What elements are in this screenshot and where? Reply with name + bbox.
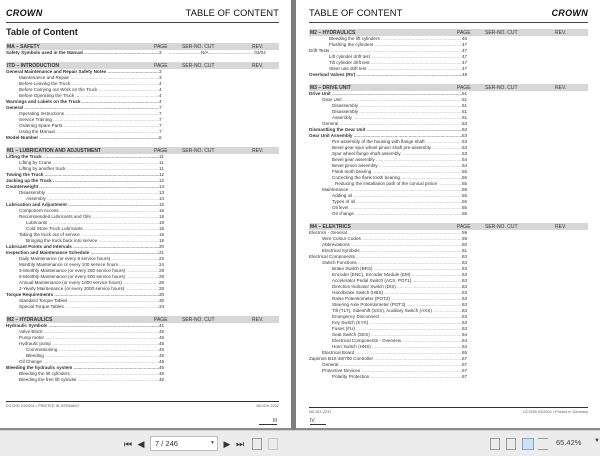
entry-title[interactable]: Cold Store Truck Lubricants .....	[6, 226, 159, 232]
entry-title[interactable]: Bleeding .....	[6, 353, 159, 359]
section-header	[6, 62, 279, 69]
header-rule	[309, 22, 588, 23]
entry-page[interactable]: 53	[462, 151, 472, 157]
col-ser-label: SER-NO. CUT	[182, 147, 215, 154]
last-page-button[interactable]	[234, 437, 246, 451]
col-ser-label: SER-NO. CUT	[485, 29, 518, 36]
last-page-icon: ⏭	[235, 439, 245, 449]
entry-title[interactable]: Lubricants .....	[6, 220, 159, 226]
toc-section	[309, 223, 588, 380]
col-ser-label: SER-NO. CUT	[485, 84, 518, 91]
entry-page[interactable]: 11	[159, 154, 169, 160]
entry-title[interactable]: Daily Maintenance (or every 8 service hours) .....	[6, 256, 159, 262]
entry-title[interactable]: Protective Devices .....	[309, 368, 462, 374]
entry-title[interactable]: Hydraulic pump .....	[6, 341, 159, 347]
page-number-field[interactable]: 7 / 246 ▼	[150, 436, 218, 451]
entry-page[interactable]: 55	[462, 205, 472, 211]
entry-title[interactable]: Seat Switch (SES) .....	[309, 332, 462, 338]
entry-page[interactable]: 4	[159, 99, 169, 105]
entry-page[interactable]: 47	[462, 60, 472, 66]
entry-title[interactable]: Towing the Truck .....	[6, 172, 159, 178]
col-rev-label: REV.	[252, 43, 264, 50]
entry-title[interactable]: Gear Unit .....	[309, 97, 462, 103]
entry-page[interactable]: 18	[159, 232, 169, 238]
col-ser-label: SER-NO. CUT	[182, 43, 215, 50]
entry-page[interactable]: 53	[462, 145, 472, 151]
toc-entry[interactable]	[309, 211, 588, 217]
entry-title[interactable]: General .....	[6, 105, 159, 111]
section-header	[309, 29, 588, 36]
entry-page[interactable]: 55	[462, 187, 472, 193]
entry-title[interactable]: Special Torque Tables .....	[6, 304, 159, 310]
entry-page[interactable]: 46	[462, 36, 472, 42]
entry-page[interactable]: 45	[159, 359, 169, 365]
col-page-label: PAGE	[154, 43, 168, 50]
page-iii	[0, 0, 291, 428]
entry-title[interactable]: Raise Potentiometer (POT2) .....	[309, 296, 462, 302]
section-title: M2 – HYDRAULICS	[7, 316, 53, 323]
entry-page[interactable]: 21	[159, 250, 169, 256]
entry-page[interactable]: 56	[462, 211, 472, 217]
toc-entry[interactable]	[309, 374, 588, 380]
entry-title[interactable]: Before Leaving the Truck .....	[6, 81, 159, 87]
entry-title[interactable]: Counterweight .....	[6, 184, 159, 190]
page-header-title: TABLE OF CONTENT	[185, 8, 279, 18]
entry-title[interactable]: Wire Colour Codes .....	[309, 236, 462, 242]
col-rev-label: REV.	[252, 316, 264, 323]
entry-page[interactable]: 45	[159, 347, 169, 353]
entry-title[interactable]: Brake Switch (BRS) .....	[309, 266, 462, 272]
entry-title[interactable]: Maintenance .....	[309, 187, 462, 193]
entry-page[interactable]: 63	[462, 302, 472, 308]
page-dropdown-icon[interactable]: ▼	[210, 440, 215, 446]
entry-title[interactable]: 2-Yearly Maintenance (or every 2000 service hours) .....	[6, 286, 159, 292]
entry-page[interactable]: 48	[462, 72, 472, 78]
col-page-label: PAGE	[457, 223, 471, 230]
col-ser-label: SER-NO. CUT	[182, 316, 215, 323]
section-title: M1 – LUBRICATION AND ADJUSTMENT	[7, 147, 101, 154]
first-page-icon: ⏮	[123, 439, 133, 449]
entry-page[interactable]: 54	[462, 163, 472, 169]
single-page-view-icon[interactable]	[490, 438, 500, 450]
prev-page-icon: ◀	[137, 439, 145, 449]
zoom-level[interactable]: 65.42%	[556, 438, 582, 447]
fit-page-icon[interactable]	[538, 438, 548, 450]
entry-page[interactable]: 63	[462, 284, 472, 290]
entry-title[interactable]: Overload Valves (RV) .....	[309, 72, 462, 78]
col-ser-label: SER-NO. CUT	[485, 223, 518, 230]
entry-page[interactable]: 45	[159, 335, 169, 341]
entry-title[interactable]: Valve Block .....	[6, 329, 159, 335]
entry-title[interactable]: Bevel gear spur wheel pinion shaft pre-assembly .....	[309, 145, 462, 151]
entry-title[interactable]: General Maintenance and Repair Safety Notes .....	[6, 69, 159, 75]
entry-page[interactable]: 3	[159, 75, 169, 81]
entry-title[interactable]: 3-Monthly Maintenance (or every 250 service hours) .....	[6, 268, 159, 274]
section-header	[6, 316, 279, 323]
entry-page[interactable]: 51	[462, 97, 472, 103]
section-title: M2 – HYDRAULICS	[310, 29, 356, 36]
entry-title[interactable]: Annual Maintenance (or every 1000 service hours) .....	[6, 280, 159, 286]
entry-page[interactable]: 55	[462, 181, 472, 187]
col-ser-label: SER-NO. CUT	[182, 62, 215, 69]
page-number: IV	[310, 418, 315, 424]
entry-title[interactable]: Commissioning .....	[6, 347, 159, 353]
entry-page[interactable]: 47	[462, 66, 472, 72]
entry-title[interactable]: Lifting the Truck .....	[6, 154, 159, 160]
entry-page[interactable]: 46	[159, 365, 169, 371]
entry-title[interactable]: Horn Switch (HNS) .....	[309, 344, 462, 350]
entry-page[interactable]: 63	[462, 278, 472, 284]
section-header	[309, 84, 588, 91]
entry-title[interactable]: Bleeding the lift cylinders .....	[309, 36, 462, 42]
prev-page-button[interactable]	[136, 437, 146, 451]
section-header	[6, 43, 279, 50]
entry-title[interactable]: Tilt (TLT), Sideshift (SSS), Auxiliary Switch (AXS) .....	[309, 308, 462, 314]
entry-title[interactable]: Abbreviations .....	[309, 242, 462, 248]
entry-title[interactable]: Disassembly .....	[6, 190, 159, 196]
entry-title[interactable]: Bevel pinion assembly .....	[309, 163, 462, 169]
entry-page[interactable]: 63	[462, 326, 472, 332]
entry-title[interactable]: Polarity Protection .....	[309, 374, 462, 380]
entry-title[interactable]: Handbrake Switch (HBS) .....	[309, 290, 462, 296]
toc-section	[6, 316, 279, 383]
col-rev-label: REV.	[252, 62, 264, 69]
toc-section	[6, 43, 279, 56]
page-number-rule	[310, 424, 326, 425]
entry-page[interactable]: 55	[462, 193, 472, 199]
rotate-page-icon[interactable]	[252, 438, 262, 450]
entry-page[interactable]: 63	[462, 254, 472, 260]
entry-title[interactable]: General .....	[309, 121, 462, 127]
toc-entry[interactable]	[309, 72, 588, 78]
entry-page[interactable]: 45	[159, 341, 169, 347]
section-title: M3 – DRIVE UNIT	[310, 84, 351, 91]
toc-section	[309, 29, 588, 78]
entry-title[interactable]: Inspection and Maintenance Schedule .....	[6, 250, 159, 256]
entry-title[interactable]: Bevel gear assembly .....	[309, 157, 462, 163]
entry-page[interactable]: 64	[462, 338, 472, 344]
entry-page[interactable]: 51	[462, 103, 472, 109]
entry-title[interactable]: Reducing the installation path of the conical pinion .....	[309, 181, 462, 187]
entry-page[interactable]: 67	[462, 368, 472, 374]
entry-title[interactable]: Component Access .....	[6, 208, 159, 214]
entry-page[interactable]: 45	[159, 353, 169, 359]
section-title: MA – SAFETY	[7, 43, 40, 50]
entry-page[interactable]: 64	[462, 344, 472, 350]
entry-page[interactable]: 45	[159, 329, 169, 335]
entry-title[interactable]: Key Switch (KYS) .....	[309, 320, 462, 326]
entry-page[interactable]: 47	[462, 54, 472, 60]
entry-page[interactable]: 18	[159, 214, 169, 220]
entry-page[interactable]: 46	[159, 377, 169, 383]
entry-page[interactable]: 12	[159, 172, 169, 178]
entry-title[interactable]: Correcting the flank tooth bearing .....	[309, 175, 462, 181]
entry-page[interactable]: 34	[159, 304, 169, 310]
entry-page[interactable]: 4	[159, 87, 169, 93]
entry-title[interactable]: Electrical Symbols .....	[309, 248, 462, 254]
entry-title[interactable]: Assembly .....	[6, 196, 159, 202]
entry-page[interactable]: 63	[462, 308, 472, 314]
entry-page[interactable]: 54	[462, 157, 472, 163]
entry-page[interactable]: 63	[462, 314, 472, 320]
entry-page[interactable]: 30	[159, 298, 169, 304]
col-page-label: PAGE	[457, 84, 471, 91]
col-page-label: PAGE	[154, 62, 168, 69]
zoom-dropdown-icon[interactable]: ▼	[594, 438, 600, 444]
entry-title[interactable]: Tilt cylinder drift test .....	[309, 60, 462, 66]
entry-title[interactable]: Model-Number .....	[6, 135, 159, 141]
entry-page[interactable]: 64	[462, 332, 472, 338]
entry-title[interactable]: Emergency Disconnect .....	[309, 314, 462, 320]
entry-title[interactable]: Oil change .....	[309, 211, 462, 217]
entry-page[interactable]: 41	[159, 323, 169, 329]
entry-title[interactable]: Electrical Components .....	[309, 254, 462, 260]
entry-title[interactable]: Assembly .....	[309, 115, 462, 121]
entry-ser-rev: ........................ N/A .................................. 03/04	[169, 50, 266, 55]
entry-page[interactable]: 59	[462, 236, 472, 242]
page-number: III	[272, 418, 277, 424]
entry-page[interactable]: 53	[462, 133, 472, 139]
page-header-title: TABLE OF CONTENT	[309, 8, 403, 18]
entry-page[interactable]: 11	[159, 160, 169, 166]
entry-page[interactable]: 18	[159, 220, 169, 226]
entry-page[interactable]: 63	[462, 290, 472, 296]
entry-title[interactable]: 6-Monthly Maintenance (or every 500 service hours) .....	[6, 274, 159, 280]
doc-title: Table of Content	[6, 27, 78, 37]
entry-title[interactable]: Drift Tests .....	[309, 48, 462, 54]
entry-title[interactable]: Direction Indicator Switch (DIS) .....	[309, 284, 462, 290]
entry-page[interactable]: 63	[462, 296, 472, 302]
entry-page[interactable]: 60	[462, 242, 472, 248]
entry-page[interactable]: 13	[159, 190, 169, 196]
entry-title[interactable]: Electrical Components - Overview .....	[309, 338, 462, 344]
entry-page[interactable]: 3	[159, 50, 169, 56]
entry-title[interactable]: Maintenance and Repair .....	[6, 75, 159, 81]
entry-title[interactable]: Electrical Board .....	[309, 350, 462, 356]
entry-page[interactable]: 28	[159, 268, 169, 274]
entry-title[interactable]: Switch Functions .....	[309, 260, 462, 266]
col-rev-label: REV.	[555, 223, 567, 230]
entry-title[interactable]: Pre-assembly of the housing with flange shaft .....	[309, 139, 462, 145]
footer-rule	[309, 407, 588, 408]
entry-title[interactable]: Jacking up the Truck .....	[6, 178, 159, 184]
entry-page[interactable]: 55	[462, 169, 472, 175]
page-number-rule	[259, 424, 277, 425]
entry-page[interactable]: 67	[462, 374, 472, 380]
entry-title[interactable]: Hydraulic Symbols .....	[6, 323, 159, 329]
entry-title[interactable]: Before Operating the Truck .....	[6, 93, 159, 99]
entry-page[interactable]: 4	[159, 81, 169, 87]
entry-page[interactable]: 53	[462, 139, 472, 145]
entry-page[interactable]: 67	[462, 362, 472, 368]
header-rule	[6, 22, 279, 23]
toc-section	[6, 62, 279, 141]
entry-page[interactable]: 30	[159, 292, 169, 298]
rotate-page-disabled-icon[interactable]	[268, 438, 278, 450]
entry-title[interactable]: Dismantling the Gear Unit .....	[309, 127, 462, 133]
entry-page[interactable]: 63	[462, 320, 472, 326]
first-page-button[interactable]	[122, 437, 134, 451]
page-iv	[296, 0, 600, 428]
entry-title[interactable]: Disassembly .....	[309, 103, 462, 109]
entry-title[interactable]: Before Carrying out Work on the Truck .....	[6, 87, 159, 93]
entry-title[interactable]: Lubricant Points and Intervals .....	[6, 244, 159, 250]
entry-title[interactable]: Warnings and Labels on the Truck .....	[6, 99, 159, 105]
col-rev-label: REV.	[252, 147, 264, 154]
footer-doc-code: M0-IDX-2232	[309, 410, 332, 414]
entry-page[interactable]: 18	[159, 226, 169, 232]
entry-title[interactable]: Bringing the truck back into service .....	[6, 238, 159, 244]
entry-title[interactable]: Spur wheel flange shaft assembly .....	[309, 151, 462, 157]
entry-page[interactable]: 8	[159, 135, 169, 141]
col-page-label: PAGE	[457, 29, 471, 36]
entry-page[interactable]: 14	[159, 196, 169, 202]
footer-rule	[6, 401, 279, 402]
entry-page[interactable]: 53	[462, 121, 472, 127]
toc-entry[interactable]	[6, 377, 279, 383]
entry-title[interactable]: Flank tooth bearing .....	[309, 169, 462, 175]
entry-title[interactable]: Monthly Maintenance or every 100 service hours .....	[6, 262, 159, 268]
entry-page[interactable]: 46	[159, 371, 169, 377]
entry-page[interactable]: 63	[462, 266, 472, 272]
entry-title[interactable]: General .....	[309, 362, 462, 368]
entry-title[interactable]: Zapimos B1S 48/700 Controller .....	[309, 356, 462, 362]
entry-title[interactable]: Oil level .....	[309, 205, 462, 211]
entry-title[interactable]: Service Training .....	[6, 117, 159, 123]
entry-title[interactable]: Adding oil .....	[309, 193, 462, 199]
entry-page[interactable]: 28	[159, 280, 169, 286]
entry-title[interactable]: Disassembly .....	[309, 109, 462, 115]
section-header	[6, 147, 279, 154]
crown-logo: CROWN	[6, 8, 43, 18]
entry-page[interactable]: 65	[462, 350, 472, 356]
entry-page[interactable]: 22	[159, 256, 169, 262]
entry-page[interactable]: 3	[159, 69, 169, 75]
entry-title[interactable]: Lifting by another truck .....	[6, 166, 159, 172]
col-rev-label: REV.	[555, 84, 567, 91]
entry-page[interactable]: 7	[159, 117, 169, 123]
entry-title[interactable]: Encoder (ENC), Encoder Module (EM) .....	[309, 272, 462, 278]
entry-page[interactable]: 51	[462, 91, 472, 97]
col-page-label: PAGE	[154, 147, 168, 154]
entry-title[interactable]: Accelerator Pedal Switch (ACS, POT1) .....	[309, 278, 462, 284]
entry-page[interactable]: 11	[159, 166, 169, 172]
entry-title[interactable]: Flushing the cylinders .....	[309, 42, 462, 48]
entry-page[interactable]: 67	[462, 356, 472, 362]
entry-page[interactable]: 15	[159, 202, 169, 208]
entry-page[interactable]: 12	[159, 178, 169, 184]
entry-title[interactable]: Types of oil .....	[309, 199, 462, 205]
entry-title[interactable]: Pump motor .....	[6, 335, 159, 341]
toc-entry[interactable]	[6, 135, 279, 141]
entry-page[interactable]: 59	[462, 230, 472, 236]
entry-title[interactable]: Torque Requirements .....	[6, 292, 159, 298]
entry-page[interactable]: 55	[462, 175, 472, 181]
entry-title[interactable]: Lifting by Crane .....	[6, 160, 159, 166]
entry-page[interactable]: 7	[159, 111, 169, 117]
entry-title[interactable]: Steering Axle Potentiometer (POT3) .....	[309, 302, 462, 308]
crown-logo: CROWN	[551, 8, 588, 18]
footer-print-info: DC3200 03/2004 • PRINTED IN GERMANY	[6, 404, 80, 408]
entry-title[interactable]: Operating Instructions .....	[6, 111, 159, 117]
entry-title[interactable]: Taking the truck out of service .....	[6, 232, 159, 238]
entry-page[interactable]: 7	[159, 123, 169, 129]
entry-title[interactable]: Using the Manual .....	[6, 129, 159, 135]
entry-page[interactable]: 24	[159, 262, 169, 268]
entry-title[interactable]: Bleeding the free lift cylinder .....	[6, 377, 159, 383]
entry-page[interactable]: 13	[159, 184, 169, 190]
section-title: M4 – ELEKTRICS	[310, 223, 351, 230]
next-page-icon: ▶	[223, 439, 231, 449]
footer-print-info: DC3200 03/2004 • Printed in Germany	[523, 410, 588, 414]
entry-page[interactable]: 51	[462, 109, 472, 115]
entry-page[interactable]: 51	[462, 115, 472, 121]
section-title: ITD – INTRODUCTION	[7, 62, 59, 69]
two-page-view-icon[interactable]	[522, 438, 534, 450]
entry-page[interactable]: 20	[159, 244, 169, 250]
continuous-view-icon[interactable]	[506, 438, 516, 450]
entry-page[interactable]: 28	[159, 274, 169, 280]
entry-title[interactable]: Bleeding the hydraulic system .....	[6, 365, 159, 371]
toc-entry[interactable]	[6, 304, 279, 310]
toc-section	[6, 147, 279, 310]
entry-page[interactable]: 63	[462, 272, 472, 278]
section-header	[309, 223, 588, 230]
entry-page[interactable]: 7	[159, 105, 169, 111]
entry-title[interactable]: Electrics - General .....	[309, 230, 462, 236]
entry-page[interactable]: 63	[462, 260, 472, 266]
toc-entry[interactable]	[6, 50, 279, 56]
entry-page[interactable]: 47	[462, 42, 472, 48]
entry-title[interactable]: Oil Change .....	[6, 359, 159, 365]
entry-title[interactable]: Recommended Lubricants and Oils .....	[6, 214, 159, 220]
next-page-button[interactable]	[222, 437, 232, 451]
col-rev-label: REV.	[555, 29, 567, 36]
entry-title[interactable]: Safety Symbols used in the Manual .....	[6, 50, 159, 56]
entry-title[interactable]: Lift cylinder drift test .....	[309, 54, 462, 60]
entry-page[interactable]: 61	[462, 248, 472, 254]
entry-title[interactable]: Bleeding the tilt cylinders .....	[6, 371, 159, 377]
col-page-label: PAGE	[154, 316, 168, 323]
entry-title[interactable]: Gear Unit Assembly .....	[309, 133, 462, 139]
entry-page[interactable]: 53	[462, 127, 472, 133]
entry-page[interactable]: 28	[159, 286, 169, 292]
entry-page[interactable]: 55	[462, 199, 472, 205]
toc-section	[309, 84, 588, 217]
entry-page[interactable]: 7	[159, 129, 169, 135]
entry-page[interactable]: 18	[159, 238, 169, 244]
entry-title[interactable]: Standard Torque Tables .....	[6, 298, 159, 304]
entry-title[interactable]: Ordering Spare Parts .....	[6, 123, 159, 129]
footer-doc-code: M0-IDX-2232	[256, 404, 279, 408]
entry-title[interactable]: Fuses (FU) .....	[309, 326, 462, 332]
viewer-toolbar	[0, 430, 600, 456]
entry-page[interactable]: 4	[159, 93, 169, 99]
entry-page[interactable]: 15	[159, 208, 169, 214]
entry-page[interactable]: 47	[462, 48, 472, 54]
entry-title[interactable]: Lubrication and Adjustment .....	[6, 202, 159, 208]
entry-title[interactable]: Drive Unit .....	[309, 91, 462, 97]
entry-title[interactable]: Steer unit drift test .....	[309, 66, 462, 72]
